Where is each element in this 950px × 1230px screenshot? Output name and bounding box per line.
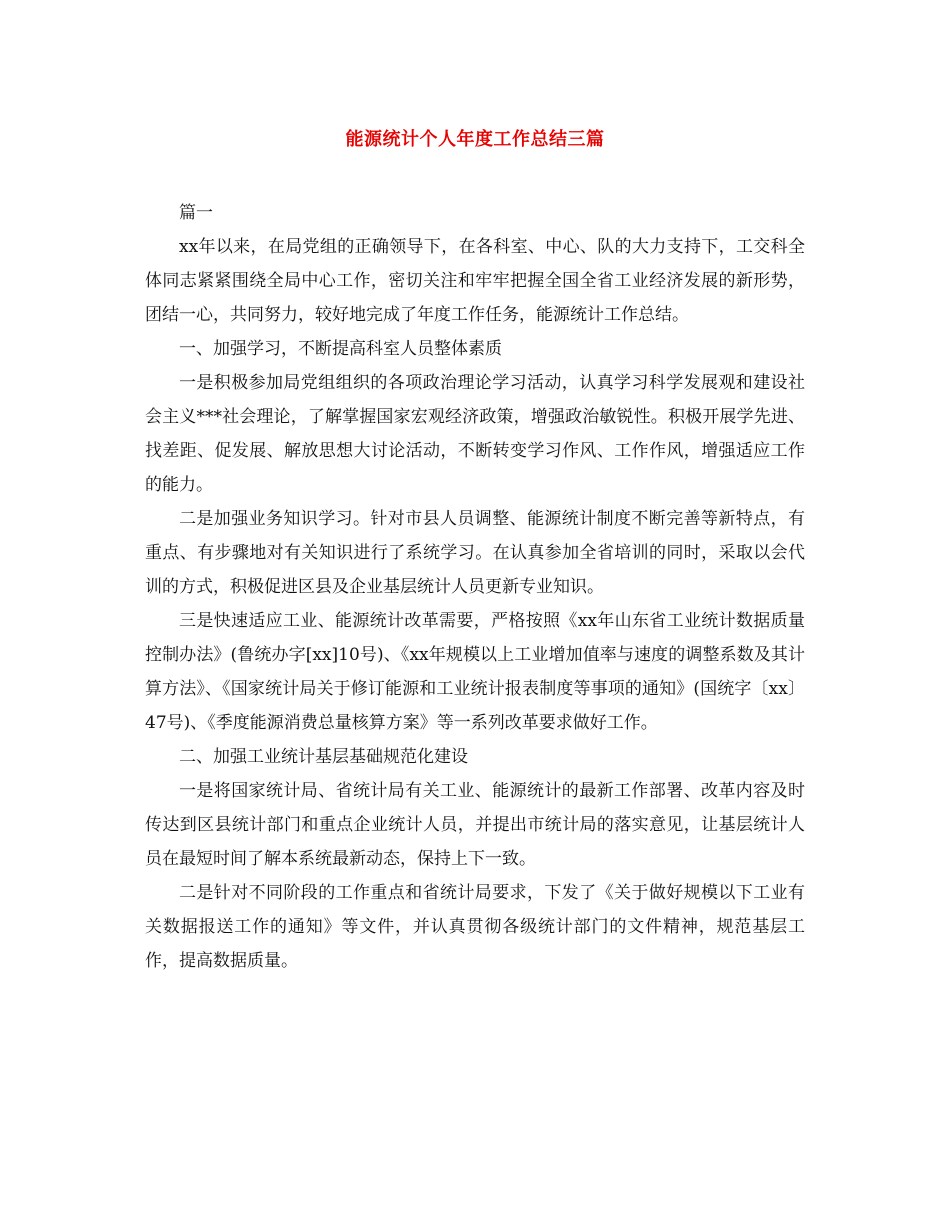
paragraph-foundation-one: 一是将国家统计局、省统计局有关工业、能源统计的最新工作部署、改革内容及时传达到区县统计部门和重点企业统计人员，并提出市统计局的落实意见，让基层统计人员在最短时间了解本系统最新动态，保持上下一致。 <box>145 781 805 869</box>
section-heading-study: 一、加强学习，不断提高科室人员整体素质 <box>179 339 502 359</box>
paragraph-study-two: 二是加强业务知识学习。针对市县人员调整、能源统计制度不断完善等新特点，有重点、有步骤地对有关知识进行了系统学习。在认真参加全省培训的同时，采取以会代训的方式，积极促进区县及企业基层统计人员更新专业知识。 <box>145 509 805 597</box>
paragraph-foundation-two: 二是针对不同阶段的工作重点和省统计局要求，下发了《关于做好规模以下工业有关数据报送工作的通知》等文件，并认真贯彻各级统计部门的文件精神，规范基层工作，提高数据质量。 <box>145 883 805 971</box>
document-body <box>145 196 805 978</box>
paragraph-study-three: 三是快速适应工业、能源统计改革需要，严格按照《xx年山东省工业统计数据质量控制办法》(鲁统办字[xx]10号)、《xx年规模以上工业增加值率与速度的调整系数及其计算方法》、《国家统计局关于修订能源和工业统计报表制度等事项的通知》(国统字〔xx〕47号)、《季度能源消费总量核算方案》等一系列改革要求做好工作。 <box>145 611 805 733</box>
section-heading-foundation: 二、加强工业统计基层基础规范化建设 <box>179 747 468 767</box>
paragraph-intro: xx年以来，在局党组的正确领导下，在各科室、中心、队的大力支持下，工交科全体同志紧紧围绕全局中心工作，密切关注和牢牢把握全国全省工业经济发展的新形势，团结一心，共同努力，较好地完成了年度工作任务，能源统计工作总结。 <box>145 237 805 325</box>
document-title: 能源统计个人年度工作总结三篇 <box>345 129 605 150</box>
paragraph-study-one: 一是积极参加局党组组织的各项政治理论学习活动，认真学习科学发展观和建设社会主义***社会理论，了解掌握国家宏观经济政策，增强政治敏锐性。积极开展学先进、找差距、促发展、解放思想大讨论活动，不断转变学习作风、工作作风，增强适应工作的能力。 <box>145 373 805 495</box>
section-heading-part-one: 篇一 <box>179 203 213 223</box>
